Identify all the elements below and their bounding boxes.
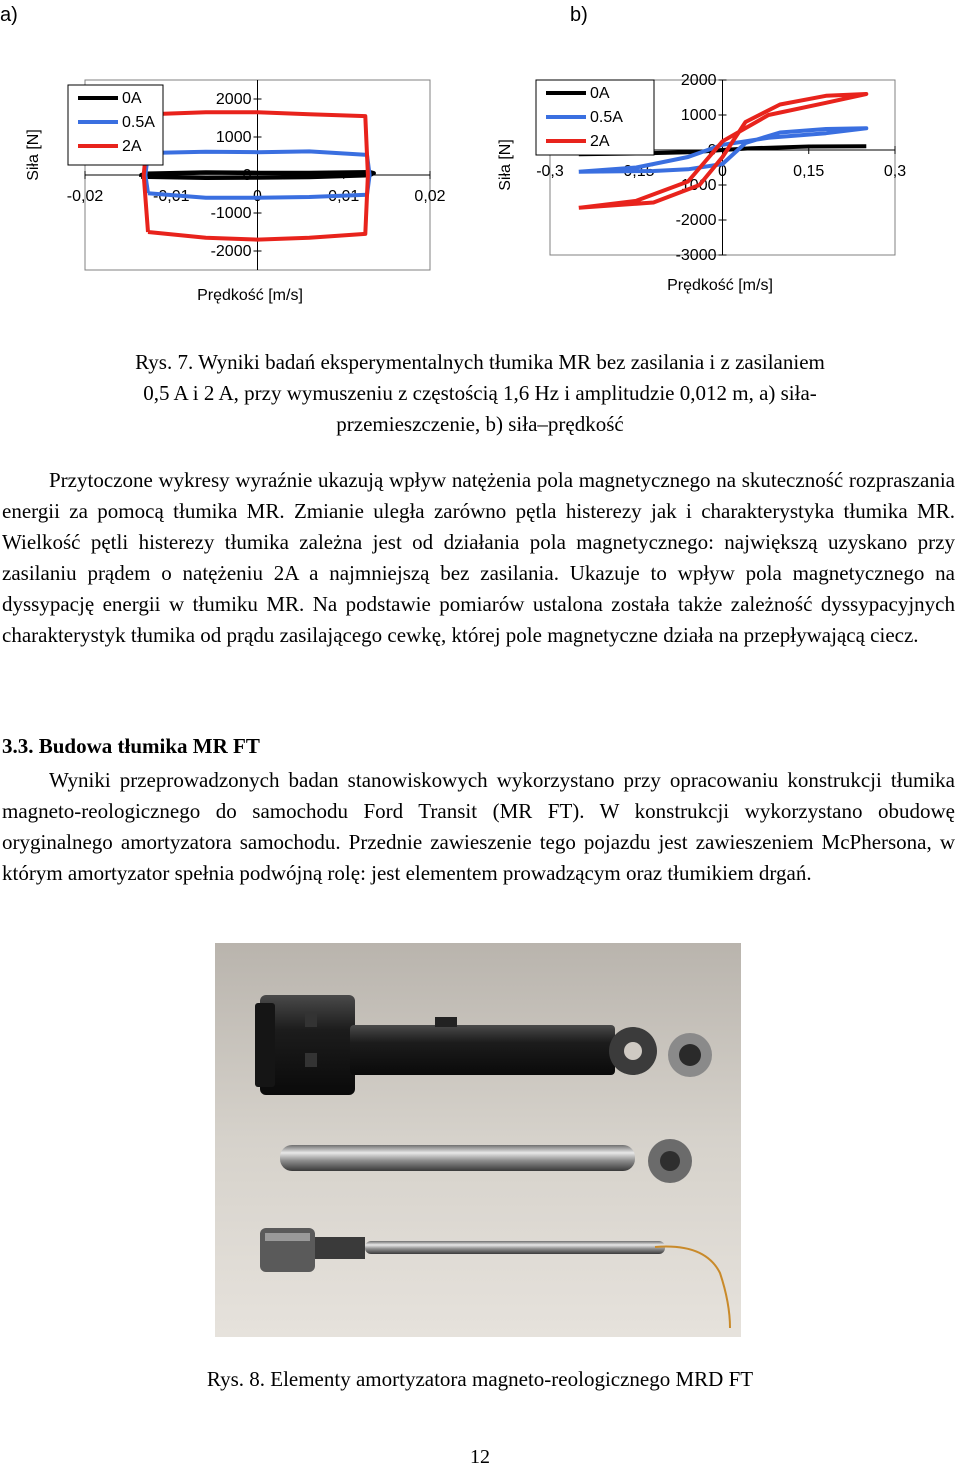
- x-tick-label: 0,3: [883, 163, 907, 180]
- y-tick-label: -1000: [210, 205, 252, 222]
- x-axis-label: Prędkość [m/s]: [667, 277, 773, 294]
- y-tick-label: -1000: [675, 177, 717, 194]
- section-heading: 3.3. Budowa tłumika MR FT: [2, 734, 260, 758]
- y-tick-label: 0: [707, 142, 717, 159]
- y-axis-label: Siła [N]: [497, 139, 514, 191]
- figure7-caption-line-2: 0,5 A i 2 A, przy wymuszeniu z częstością 1,6 Hz i amplitudzie 0,012 m, a) siła-: [143, 381, 817, 405]
- chart-b-force-velocity: [490, 60, 930, 310]
- x-tick-label: -0,3: [536, 163, 564, 180]
- y-tick-label: 0: [242, 167, 252, 184]
- y-tick-label: 2000: [680, 72, 717, 89]
- legend-label: 0.5A: [122, 114, 155, 131]
- figure7-caption-line-3: przemieszczenie, b) siła–prędkość: [336, 412, 624, 436]
- figure8-caption: Rys. 8. Elementy amortyzatora magneto-reologicznego MRD FT: [206, 1367, 754, 1391]
- body-paragraph-1: [2, 465, 955, 651]
- y-tick-label: 1000: [680, 107, 717, 124]
- legend-label: 2A: [122, 138, 142, 155]
- paragraph-1-text: Przytoczone wykresy wyraźnie ukazują wpływ natężenia pola magnetycznego na skuteczność rozpraszania energii za pomocą tłumika MR. Zmianie uległa zarówno pętla histerezy jak i charakterystyka tłumika MR. Wielkość pętli histerezy tłumika zależna jest od działania pola magnetycznego: największą uzyskano przy zasilaniu prądem o natężeniu 2A a najmniejszą bez zasilania. Ukazuje to wpływ pola magnetycznego na dyssypację energii w tłumiku MR. Na podstawie pomiarów ustalona została także zależność dyssypacyjnych charakterystyk tłumika od prądu zasilającego cewkę, której pole magnetyczne działa na przepływającą ciecz.: [2, 468, 955, 647]
- y-tick-label: -2000: [210, 243, 252, 260]
- y-tick-label: 1000: [215, 129, 252, 146]
- x-tick-label: 0,01: [328, 188, 360, 205]
- figure7-caption: [0, 347, 960, 440]
- x-tick-label: 0,02: [414, 188, 446, 205]
- x-tick-label: -0,02: [66, 188, 104, 205]
- panel-a-label: a): [0, 4, 18, 26]
- y-axis-label: Siła [N]: [25, 129, 42, 181]
- legend-label: 2A: [590, 133, 610, 150]
- x-tick-label: -0,15: [618, 163, 655, 180]
- page-number: 12: [470, 1446, 490, 1468]
- y-tick-label: 2000: [215, 91, 252, 108]
- body-paragraph-2: [2, 765, 955, 889]
- x-tick-label: 0: [253, 188, 262, 205]
- x-axis-label: Prędkość [m/s]: [197, 287, 303, 304]
- x-tick-label: 0: [718, 163, 727, 180]
- figure7-caption-line-1: Rys. 7. Wyniki badań eksperymentalnych tłumika MR bez zasilania i z zasilaniem: [135, 350, 825, 374]
- piston-rod: [280, 1145, 635, 1171]
- damper-elements-photo: [215, 943, 741, 1337]
- panel-b-label: b): [570, 4, 588, 26]
- chart-a-force-displacement: [0, 60, 470, 310]
- legend-label: 0.5A: [590, 109, 623, 126]
- legend-label: 0A: [590, 85, 610, 102]
- legend-label: 0A: [122, 90, 142, 107]
- x-tick-label: 0,15: [793, 163, 825, 180]
- x-tick-label: -0,01: [153, 188, 190, 205]
- y-tick-label: -3000: [675, 247, 717, 264]
- y-tick-label: -2000: [675, 212, 717, 229]
- paragraph-2-text: Wyniki przeprowadzonych badan stanowiskowych wykorzystano przy opracowaniu konstrukcji tłumika magneto-reologicznego do samochodu Ford Transit (MR FT). W konstrukcji wykorzystano obudowę oryginalnego amortyzatora samochodu. Przednie zawieszenie tego pojazdu jest zawieszeniem McPhersona, w którym amortyzator spełnia podwójną rolę: jest elementem prowadzącym oraz tłumikiem drgań.: [2, 768, 955, 885]
